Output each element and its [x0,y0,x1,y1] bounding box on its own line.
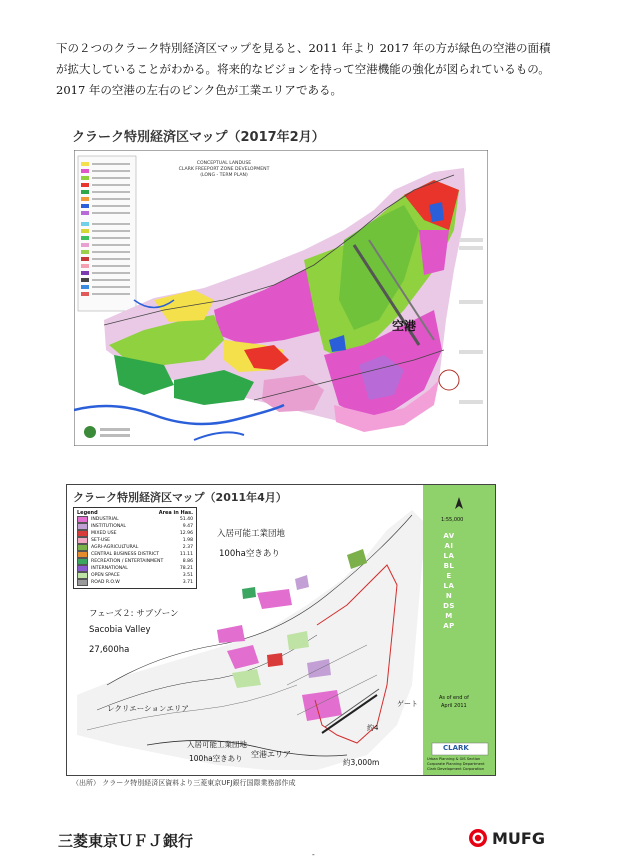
legend-value: 3.71 [182,580,193,585]
map-2017-legend [78,156,136,311]
map-2011-scale: 1:55,000 [441,517,464,523]
label-gate: ゲート [397,700,418,708]
legend-value: 51.40 [179,517,193,522]
legend-value: 12.96 [179,531,193,536]
legend-rows [77,516,193,586]
svg-text:(LONG - TERM PLAN): (LONG - TERM PLAN) [200,173,248,178]
legend-row [77,579,193,586]
legend-value: 1.98 [182,538,193,543]
legend-name: MIXED USE [91,531,117,536]
legend-title: Legend [77,510,98,516]
map-2011-org-l2: Corporate Planning Department [427,762,485,766]
legend-value: 2.37 [182,545,193,550]
intro-line-2: が拡大していることがわかる。将来的なビジョンを持って空港機能の強化が図られているもの。 [56,62,550,76]
legend-row [77,572,193,579]
legend-swatch [77,530,88,537]
legend-swatch [77,537,88,544]
legend-swatch [77,579,88,586]
map-2017-image [74,150,488,446]
map-2011-org-l1: Urban Planning & GIS Section [427,757,481,761]
legend-name: INSTITUTIONAL [91,524,126,529]
svg-text:CONCEPTUAL LANDUSE: CONCEPTUAL LANDUSE [196,161,252,166]
label-industrial-park-2: 入居可能工業団地 [187,740,247,749]
legend-name: RECREATION / ENTERTAINMENT [91,559,164,564]
mufg-logo [468,828,545,848]
map-2011-legend [73,507,197,589]
legend-value: 8.86 [182,559,193,564]
legend-swatch [77,565,88,572]
legend-name: OPEN SPACE [91,573,120,578]
legend-row [77,537,193,544]
map-2011-figure [66,484,496,776]
bank-name: 三菱東京ＵＦＪ銀行 [58,832,194,850]
legend-value: 3.51 [182,573,193,578]
source-note: （出所） クラーク特別経済区資料より三菱東京UFJ銀行国際業務部作成 [72,779,296,787]
map-2011-title: クラーク特別経済区マップ（2011年4月） [73,491,287,504]
label-recreation: レクリエーションエリア [107,704,189,713]
legend-row [77,516,193,523]
legend-value: 11.11 [179,552,193,557]
map-2017-figure [66,122,496,450]
intro-line-1: 下の２つのクラーク特別経済区マップを見ると、2011 年より 2017 年の方が緑色の空港の面積 [56,41,551,55]
legend-row [77,551,193,558]
label-4: 約4 [367,724,379,732]
intro-paragraph [56,38,586,101]
label-industrial-park-2-vacancy: 100ha空きあり [189,754,243,763]
label-industrial-park: 入居可能工業団地 [217,529,286,539]
label-area: 27,600ha [89,645,130,655]
map-2011-side-title: AVAILABLE LANDS MAP [443,532,455,630]
legend-swatch [77,551,88,558]
legend-row [77,544,193,551]
map-2011-org-l3: Clark Development Corporation [427,767,484,771]
legend-swatch [77,544,88,551]
legend-row [77,558,193,565]
legend-name: ROAD R.O.W [91,580,120,585]
legend-name: CENTRAL BUSINESS DISTRICT [91,552,160,557]
legend-value: 78.21 [179,566,193,571]
legend-name: SET-USE [91,538,111,543]
legend-column-header: Area in Has. [158,510,193,516]
legend-name: AGRI-AGRICULTURAL [91,545,139,550]
label-length: 約3,000m [343,758,380,767]
legend-name: INDUSTRIAL [91,517,119,522]
legend-value: 9.47 [182,524,193,529]
map-2017-title: クラーク特別経済区マップ（2017年2月） [72,130,325,145]
mufg-brand: MUFG [492,828,545,848]
legend-swatch [77,516,88,523]
legend-swatch [77,523,88,530]
label-airport-area: 空港エリア [251,750,291,759]
mufg-mark-icon [468,828,488,848]
page-number: - [312,850,315,859]
legend-row [77,523,193,530]
legend-row [77,530,193,537]
legend-row [77,565,193,572]
map-2017-airport-label: 空港 [392,319,417,333]
label-sacobia: Sacobia Valley [89,625,151,635]
label-phase2: フェーズ２: サブゾーン [89,609,179,619]
map-2011-logo: CLARK [443,744,469,752]
legend-name: INTERNATIONAL [91,566,128,571]
intro-line-3: 2017 年の空港の左右のピンク色が工業エリアである。 [56,83,343,97]
map-2011-date-l2: April 2011 [441,703,467,709]
label-industrial-park-vacancy: 100ha空きあり [219,549,280,559]
legend-swatch [77,572,88,579]
map-2011-date-l1: As of end of [439,695,469,701]
svg-text:CLARK FREEPORT ZONE DEVELOPMEN: CLARK FREEPORT ZONE DEVELOPMENT [178,167,270,172]
legend-swatch [77,558,88,565]
